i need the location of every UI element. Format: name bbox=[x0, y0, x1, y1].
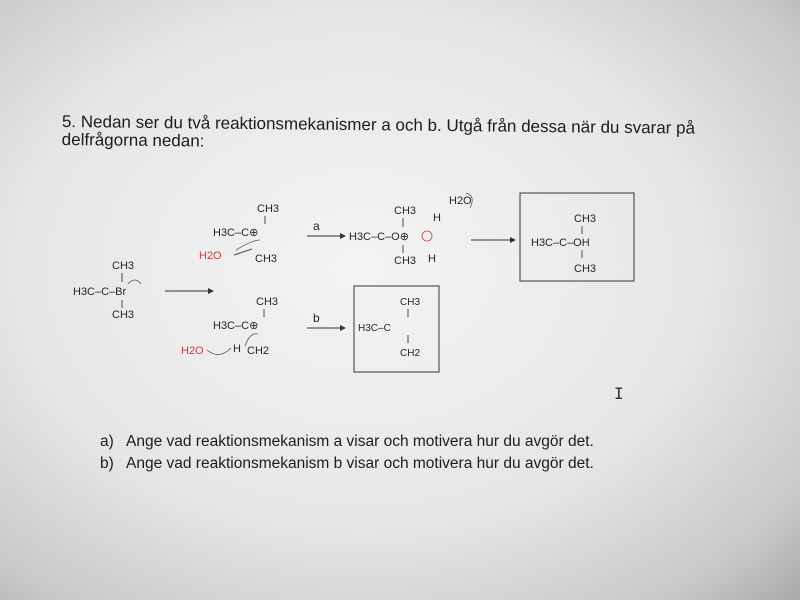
b-int-mid: H3C–C⊕ bbox=[213, 320, 259, 332]
a-int-water: H2O bbox=[199, 250, 222, 262]
a-ox-water: H2O bbox=[449, 195, 472, 207]
product-b bbox=[358, 297, 420, 359]
start-bottom-ch3: CH3 bbox=[112, 309, 135, 321]
a-ox-bottom: CH3 bbox=[394, 255, 417, 267]
route-b-label: b bbox=[313, 311, 320, 325]
route-a-intermediate bbox=[199, 203, 279, 265]
b-int-h: H bbox=[233, 343, 241, 355]
route-b-intermediate bbox=[181, 296, 278, 357]
start-main-chain: H3C–C–Br bbox=[73, 286, 127, 298]
start-top-ch3: CH3 bbox=[112, 260, 135, 272]
subquestion-b-label: b) bbox=[100, 455, 114, 472]
a-ox-h-top: H bbox=[433, 212, 441, 224]
a-ox-top: CH3 bbox=[394, 205, 417, 217]
subquestion-b bbox=[100, 455, 700, 473]
subquestion-b-text: Ange vad reaktionsmekanism b visar och motivera hur du avgör det. bbox=[126, 455, 594, 472]
route-a-oxonium bbox=[349, 193, 472, 267]
start-molecule bbox=[73, 260, 141, 321]
a-ox-mid: H3C–C–O⊕ bbox=[349, 231, 409, 243]
product-b-top: CH3 bbox=[400, 297, 421, 308]
product-b-mid: H3C–C bbox=[358, 323, 391, 334]
product-a bbox=[531, 213, 596, 275]
b-int-bottom: CH2 bbox=[247, 345, 270, 357]
b-int-water: H2O bbox=[181, 345, 204, 357]
product-a-top: CH3 bbox=[574, 213, 597, 225]
subquestion-a-text: Ange vad reaktionsmekanism a visar och motivera hur du avgör det. bbox=[126, 433, 594, 450]
a-ox-h-bottom: H bbox=[428, 253, 436, 265]
route-a-label: a bbox=[313, 219, 320, 233]
subquestion-a-label: a) bbox=[100, 433, 114, 450]
product-a-bottom: CH3 bbox=[574, 263, 597, 275]
question-text: Nedan ser du två reaktionsmekanismer a och b. Utgå från dessa när du svarar på delfrågorna nedan: bbox=[61, 112, 696, 151]
a-int-mid: H3C–C⊕ bbox=[213, 227, 259, 239]
question-number: 5. bbox=[61, 112, 77, 132]
a-int-top: CH3 bbox=[257, 203, 280, 215]
b-int-top: CH3 bbox=[256, 296, 279, 308]
subquestion-a bbox=[100, 433, 700, 451]
product-a-mid: H3C–C–OH bbox=[531, 237, 590, 249]
text-cursor-icon: I bbox=[614, 384, 624, 403]
a-int-bottom: CH3 bbox=[255, 253, 278, 265]
product-b-bottom: CH2 bbox=[400, 348, 421, 359]
